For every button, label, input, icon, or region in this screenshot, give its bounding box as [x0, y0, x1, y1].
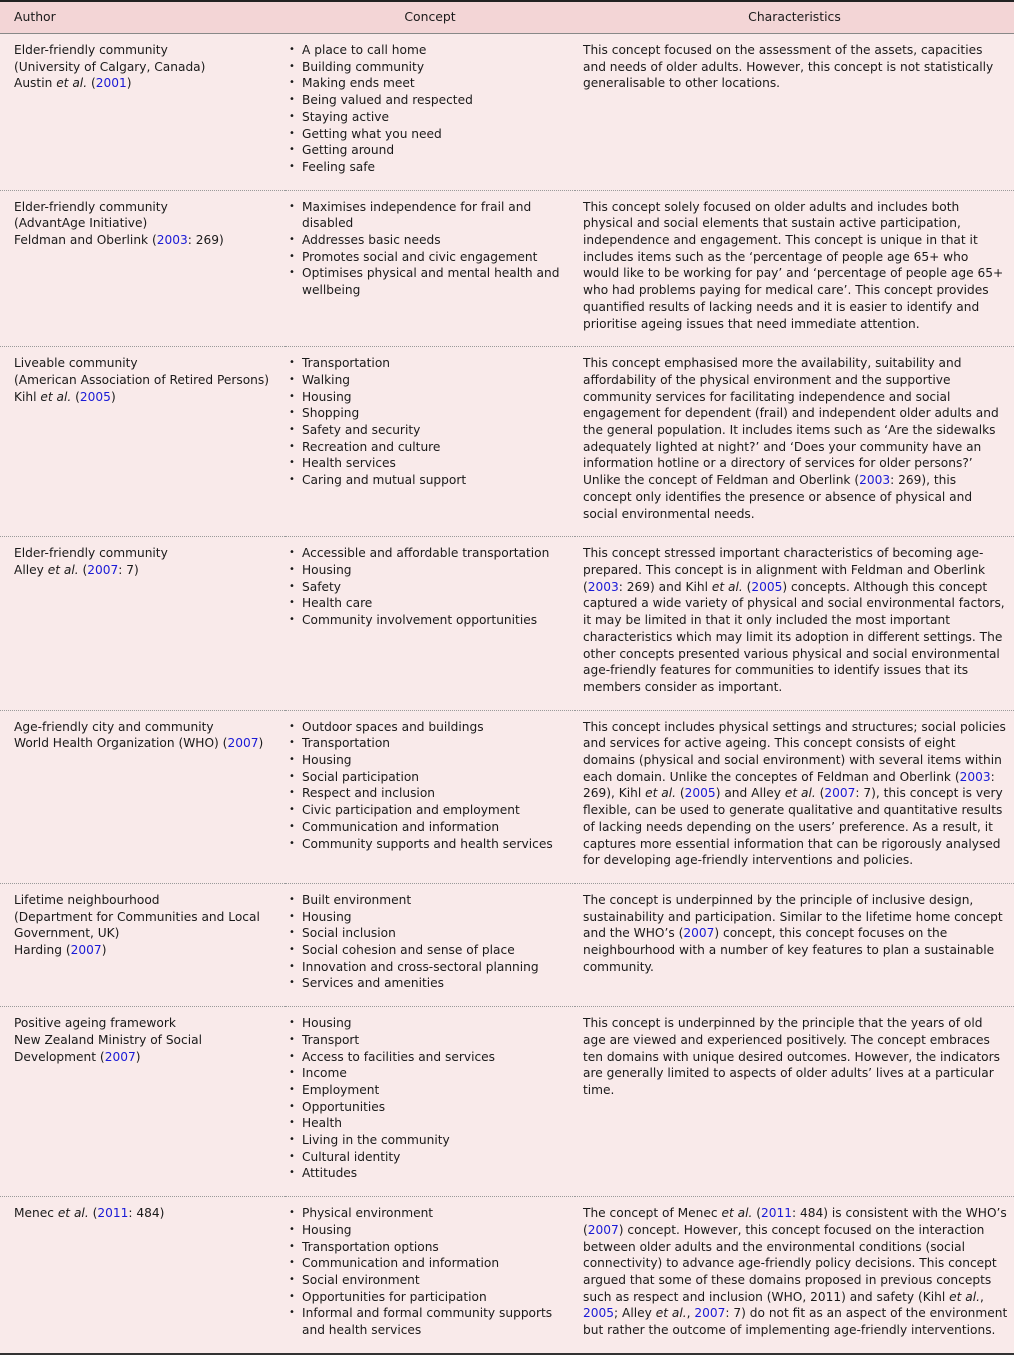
characteristics-cell [575, 347, 1014, 537]
table-row [0, 34, 1014, 191]
characteristics-text: ) and Alley [715, 786, 785, 801]
concept-list-item: • Health care [289, 595, 565, 612]
characteristics-text: ( [752, 1206, 761, 1221]
concept-list-item: • Recreation and culture [289, 439, 565, 456]
author-citation [14, 232, 275, 249]
characteristics-cell [575, 34, 1014, 191]
concept-list-item: • A place to call home [289, 42, 565, 59]
concept-list [289, 42, 565, 176]
author-line: (AdvantAge Initiative) [14, 216, 148, 231]
characteristics-text: ) concept. However, this concept focused on the interaction between older adults and the environmental conditions (social connectivity) to advance age-friendly policy decisions. This concept argued that some of these domains proposed in previous concepts such as respect and inclusion (WHO, 2011) and safety (Kihl [583, 1222, 997, 1304]
concept-list [289, 1205, 565, 1339]
concept-cell [285, 347, 575, 537]
citation-year-link[interactable]: 2005 [751, 579, 783, 594]
concept-list-item: • Housing [289, 562, 565, 579]
characteristics-text: ) concept, this concept focuses on the neighbourhood with a number of key features to plan a sustainable community. [583, 926, 995, 974]
citation-year-link[interactable]: 2011 [760, 1206, 793, 1221]
concept-list-item: • Building community [289, 59, 565, 76]
concept-list-item: • Housing [289, 389, 565, 406]
concept-list-item: • Housing [289, 752, 565, 769]
concept-cell [285, 710, 575, 883]
citation-year-link[interactable]: 2007 [104, 1049, 136, 1064]
characteristics-text: This concept includes physical settings and structures; social policies and services for active ageing. This concept consists of eight domains (physical and social environment) with several items within each domain. Unlike the conceptes of Feldman and Oberlink ( [583, 719, 1006, 784]
characteristics-text: : 484) is consistent with the WHO’s ( [583, 1206, 1007, 1237]
concept-cell [285, 1197, 575, 1354]
concept-list-item: • Access to facilities and services [289, 1049, 565, 1066]
author-citation [14, 1032, 275, 1065]
et-al-text: et al. [655, 1306, 687, 1321]
concept-list-item: • Communication and information [289, 819, 565, 836]
et-al-text: et al. [711, 579, 743, 594]
concept-list-item: • Staying active [289, 109, 565, 126]
concept-list-item: • Community involvement opportunities [289, 612, 565, 629]
citation-year-link[interactable]: 2007 [683, 926, 715, 941]
concept-list-item: • Respect and inclusion [289, 785, 565, 802]
paren-close: ) [101, 943, 107, 958]
concept-list [289, 199, 565, 299]
concept-list-item: • Transportation [289, 355, 565, 372]
author-line: Elder-friendly community [14, 43, 168, 57]
author-line: (American Association of Retired Persons) [14, 372, 270, 387]
concept-list-item: • Accessible and affordable transportation [289, 545, 565, 562]
characteristics-text: ( [815, 786, 825, 801]
concept-cell [285, 883, 575, 1006]
et-al-text: et al. [645, 786, 677, 801]
paren-open: ( [78, 562, 88, 577]
characteristics-text: This concept solely focused on older adults and includes both physical and social elements that sustain active participation, independence and engagement. This concept is unique in that it includes items such as the ‘percentage of people age 65+ who would like to be working for pay’ and ‘percentage of people age 65+ who had problems paying for medical care’. This concept provides quantified results of lacking needs and it is easier to identify and prioritise ageing issues that need immediate attention. [583, 199, 1004, 331]
paren-open: ( [87, 76, 96, 91]
et-al-text: et al. [57, 1206, 89, 1221]
concept-list-item: • Living in the community [289, 1132, 565, 1149]
citation-year-link[interactable]: 2005 [684, 786, 716, 801]
characteristics-text: , [686, 1306, 695, 1321]
author-cell [0, 883, 285, 1006]
concept-list-item: • Housing [289, 909, 565, 926]
table-row [0, 883, 1014, 1006]
concept-cell [285, 34, 575, 191]
citation-year-link[interactable]: 2007 [227, 736, 259, 751]
characteristics-text: The concept is underpinned by the principle of inclusive design, sustainability and participation. Similar to the lifetime home concept and the WHO’s ( [583, 892, 1003, 941]
citation-year-link[interactable]: 2007 [824, 786, 856, 801]
concept-list-item: • Services and amenities [289, 975, 565, 992]
author-line: (Department for Communities and Local Government, UK) [14, 909, 260, 941]
concept-list-item: • Housing [289, 1015, 565, 1032]
concept-list-item: • Getting around [289, 142, 565, 159]
concept-list-item: • Shopping [289, 405, 565, 422]
citation-year-link[interactable]: 2007 [587, 1222, 619, 1237]
characteristics-cell [575, 710, 1014, 883]
concept-list-item: • Caring and mutual support [289, 472, 565, 489]
concept-list-item: • Income [289, 1065, 565, 1082]
concept-list-item: • Health [289, 1115, 565, 1132]
author-cell [0, 1197, 285, 1354]
concept-list-item: • Opportunities for participation [289, 1289, 565, 1306]
concept-list-item: • Physical environment [289, 1205, 565, 1222]
author-name: Menec [14, 1206, 54, 1221]
table-body [0, 34, 1014, 1354]
author-line: Liveable community [14, 356, 138, 371]
citation-year-link[interactable]: 2007 [694, 1306, 726, 1321]
author-line: Lifetime neighbourhood [14, 892, 160, 907]
concept-list-item: • Transport [289, 1032, 565, 1049]
concept-list-item: • Opportunities [289, 1099, 565, 1116]
concept-list-item: • Optimises physical and mental health and wellbeing [289, 265, 565, 298]
author-line: (University of Calgary, Canada) [14, 59, 206, 74]
concept-list-item: • Feeling safe [289, 159, 565, 176]
paren-close: ) [219, 233, 224, 248]
author-cell [0, 1007, 285, 1197]
concept-list [289, 892, 565, 992]
et-al-text: et al. [40, 389, 72, 404]
author-cell [0, 347, 285, 537]
author-citation [14, 942, 275, 959]
citation-year-link[interactable]: 2011 [97, 1206, 129, 1221]
paren-open: ( [62, 943, 71, 958]
paren-open: ( [96, 1049, 105, 1064]
concept-list-item: • Transportation options [289, 1239, 565, 1256]
et-al-text: et al. [47, 562, 79, 577]
citation-year-link[interactable]: 2007 [87, 562, 119, 577]
author-cell [0, 710, 285, 883]
concept-list-item: • Civic participation and employment [289, 802, 565, 819]
paren-open: ( [71, 389, 80, 404]
concept-list-item: • Employment [289, 1082, 565, 1099]
concept-list-item: • Safety [289, 579, 565, 596]
author-line: Positive ageing framework [14, 1016, 176, 1031]
characteristics-text: ( [742, 579, 752, 594]
concept-list-item: • Social inclusion [289, 925, 565, 942]
concept-list-item: • Promotes social and civic engagement [289, 249, 565, 266]
author-name: Alley [14, 562, 44, 577]
paren-close: ) [135, 1049, 141, 1064]
concept-list-item: • Attitudes [289, 1165, 565, 1182]
citation-year-link[interactable]: 2005 [79, 389, 111, 404]
concept-list-item: • Safety and security [289, 422, 565, 439]
author-citation [14, 75, 275, 92]
characteristics-cell [575, 1197, 1014, 1354]
concept-list-item: • Housing [289, 1222, 565, 1239]
author-citation [14, 562, 275, 579]
characteristics-text: This concept emphasised more the availability, suitability and affordability of the physical environment and the supportive community services for facilitating independence and social engagement for dependent (frail) and independent older adults and the general population. It includes items such as ‘Are the sidewalks adequately lighted at night?’ and ‘Does your community have an information hotline or a directory of services for older persons?’ Unlike the concept of Feldman and Oberlink ( [583, 356, 999, 488]
characteristics-cell [575, 1007, 1014, 1197]
characteristics-text: ) concepts. Although this concept captured a wide variety of physical and social environmental factors, it may be limited in that it only included the most important characteristics which may limit its adoption in different settings. The other concepts presented various physical and social environmental age-friendly features for communities to identify issues that its members consider as important. [583, 579, 1005, 694]
author-cell [0, 537, 285, 710]
concept-list-item: • Transportation [289, 735, 565, 752]
concept-list-item: • Social cohesion and sense of place [289, 942, 565, 959]
concept-list [289, 545, 565, 629]
paren-open: ( [218, 736, 228, 751]
characteristics-text: : 269), this concept only identifies the presence or absence of physical and social environmental needs. [583, 473, 973, 521]
characteristics-cell [575, 537, 1014, 710]
paren-open: ( [148, 233, 157, 248]
concept-list [289, 1015, 565, 1182]
author-citation [14, 389, 275, 406]
citation-page: : 269 [187, 233, 220, 248]
citation-year-link[interactable]: 2007 [70, 943, 102, 958]
concept-list-item: • Social participation [289, 769, 565, 786]
characteristics-text: : 269), Kihl [583, 769, 995, 801]
concept-list-item: • Getting what you need [289, 126, 565, 143]
author-name: Feldman and Oberlink [14, 233, 149, 248]
table-row [0, 710, 1014, 883]
characteristics-cell [575, 883, 1014, 1006]
author-line: Elder-friendly community [14, 546, 168, 561]
concept-list-item: • Maximises independence for frail and disabled [289, 199, 565, 232]
paren-close: ) [134, 562, 139, 577]
author-cell [0, 34, 285, 191]
citation-year-link[interactable]: 2003 [859, 473, 891, 488]
paren-open: ( [88, 1206, 98, 1221]
concept-list [289, 355, 565, 489]
table-row [0, 1007, 1014, 1197]
paren-close: ) [258, 736, 264, 751]
concept-list-item: • Community supports and health services [289, 836, 565, 853]
characteristics-text: : 7), this concept is very flexible, can be used to generate qualitative and quantitative results of lacking needs depending on the users’ preference. As a result, it captures more essential information that can be rigorously analysed for developing age-friendly interventions and policies. [583, 786, 1003, 868]
concept-list-item: • Innovation and cross-sectoral planning [289, 959, 565, 976]
citation-year-link[interactable]: 2001 [95, 76, 127, 91]
author-name: New Zealand Ministry of Social Development [14, 1032, 202, 1064]
table-row [0, 347, 1014, 537]
header-characteristics: Characteristics [748, 9, 841, 25]
characteristics-text: This concept focused on the assessment of the assets, capacities and needs of older adults. However, this concept is not statistically generalisable to other locations. [583, 43, 994, 91]
concept-list-item: • Outdoor spaces and buildings [289, 719, 565, 736]
characteristics-text: : 269) and Kihl [618, 579, 712, 594]
characteristics-text: This concept stressed important characteristics of becoming age-prepared. This concept is in alignment with Feldman and Oberlink ( [583, 546, 986, 594]
author-name: Harding [14, 943, 63, 958]
concept-list-item: • Making ends meet [289, 75, 565, 92]
author-citation [14, 1205, 275, 1222]
citation-year-link[interactable]: 2005 [583, 1306, 615, 1321]
author-name: Kihl [14, 389, 37, 404]
citation-year-link[interactable]: 2003 [587, 579, 619, 594]
characteristics-text: : 7) do not fit as an aspect of the environment but rather the outcome of implementing age-friendly interventions. [583, 1306, 1008, 1338]
characteristics-cell [575, 190, 1014, 347]
paren-close: ) [159, 1206, 165, 1221]
paren-close: ) [110, 389, 116, 404]
concept-list [289, 719, 565, 853]
characteristics-text: , [980, 1289, 984, 1304]
author-line: Elder-friendly community [14, 199, 168, 214]
paren-close: ) [126, 76, 132, 91]
et-al-text: et al. [784, 786, 816, 801]
header-concept: Concept [404, 9, 456, 25]
characteristics-text: ( [676, 786, 685, 801]
concept-cell [285, 1007, 575, 1197]
concept-list-item: • Addresses basic needs [289, 232, 565, 249]
author-cell [0, 190, 285, 347]
citation-year-link[interactable]: 2003 [959, 769, 991, 784]
author-name: Austin [14, 76, 53, 91]
concept-list-item: • Walking [289, 372, 565, 389]
concept-list-item: • Informal and formal community supports and health services [289, 1305, 565, 1338]
concept-list-item: • Communication and information [289, 1255, 565, 1272]
et-al-text: et al. [949, 1289, 980, 1304]
concept-cell [285, 537, 575, 710]
concept-list-item: • Cultural identity [289, 1149, 565, 1166]
concept-cell [285, 190, 575, 347]
citation-page: : 484 [128, 1206, 160, 1221]
citation-year-link[interactable]: 2003 [156, 233, 188, 248]
et-al-text: et al. [721, 1206, 753, 1221]
header-author: Author [14, 9, 56, 25]
citation-page: : 7 [118, 562, 134, 577]
table-row [0, 537, 1014, 710]
concept-list-item: • Health services [289, 455, 565, 472]
concept-list-item: • Social environment [289, 1272, 565, 1289]
author-line: Age-friendly city and community [14, 719, 214, 734]
table-row [0, 1197, 1014, 1354]
concept-list-item: • Being valued and respected [289, 92, 565, 109]
table-header-row [0, 1, 1014, 34]
characteristics-text: This concept is underpinned by the principle that the years of old age are viewed and experienced positively. The concept embraces ten domains with unique desired outcomes. However, the indicators are generally limited to aspects of older adults’ lives at a particular time. [583, 1016, 1000, 1097]
et-al-text: et al. [56, 76, 88, 91]
author-citation [14, 735, 275, 752]
characteristics-text: ; Alley [614, 1306, 656, 1321]
author-name: World Health Organization (WHO) [14, 736, 219, 751]
concept-list-item: • Built environment [289, 892, 565, 909]
characteristics-text: The concept of Menec [583, 1206, 722, 1221]
table-row [0, 190, 1014, 347]
